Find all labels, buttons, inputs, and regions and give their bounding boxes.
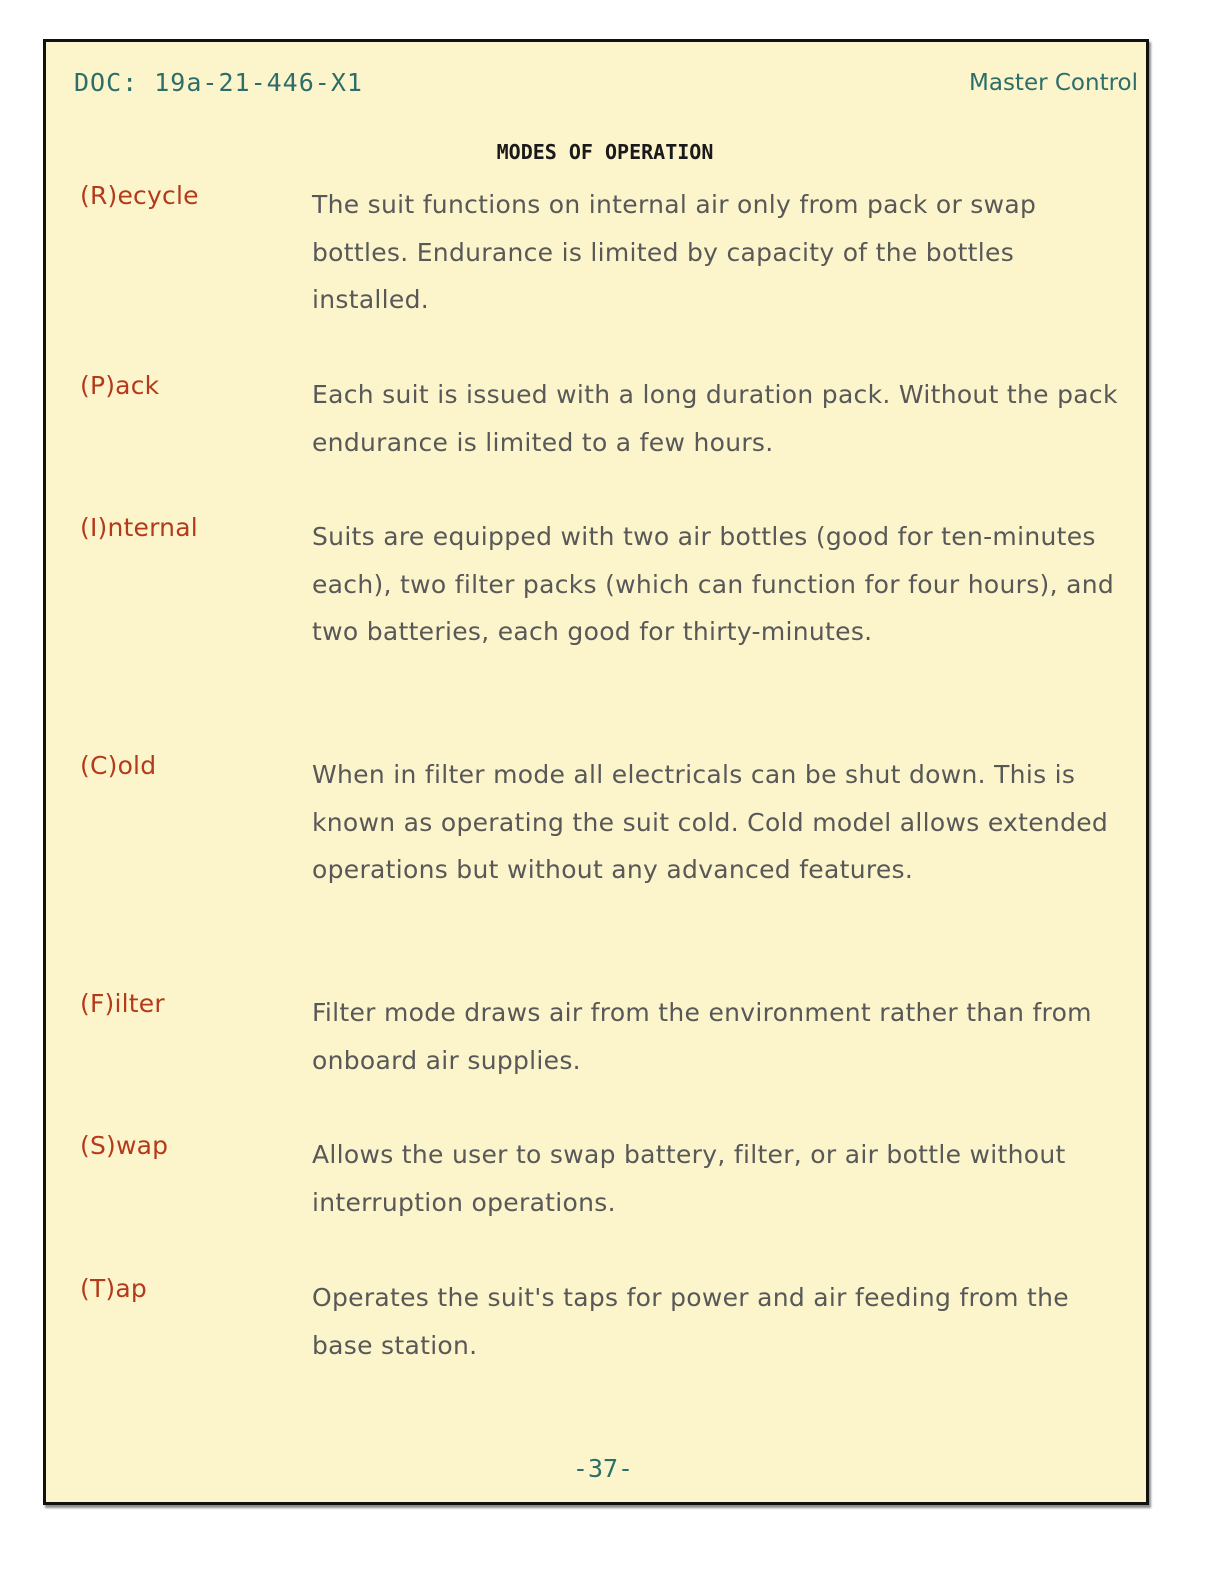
document-id: DOC: 19a-21-446-X1 [74,68,363,97]
mode-name: (I)nternal [80,513,198,542]
mode-name: (F)ilter [80,989,165,1018]
mode-name: (R)ecycle [80,181,199,210]
page-title: MODES OF OPERATION [496,140,714,164]
mode-description: The suit functions on internal air only from pack or swap bottles. Endurance is limited by capacity of the bottles installed. [312,190,1037,314]
mode-description: Operates the suit's taps for power and air feeding from the base station. [312,1283,1069,1360]
mode-name: (P)ack [80,371,160,400]
mode-description: Each suit is issued with a long duration pack. Without the pack endurance is limited to a few hours. [312,380,1118,457]
mode-description: Allows the user to swap battery, filter, or air bottle without interruption operations. [312,1140,1066,1217]
mode-name: (S)wap [80,1131,169,1160]
document-section-title: Master Control [969,70,1138,96]
mode-name: (T)ap [80,1274,147,1303]
mode-description: Filter mode draws air from the environment rather than from onboard air supplies. [312,998,1092,1075]
page-number: -37- [572,1454,634,1483]
mode-description: Suits are equipped with two air bottles (good for ten-minutes each), two filter packs (which can function for four hours), and two batteries, each good for thirty-minutes. [312,522,1115,646]
mode-name: (C)old [80,751,157,780]
document-page [43,39,1149,1505]
mode-description: When in filter mode all electricals can be shut down. This is known as operating the suit cold. Cold model allows extended operations but without any advanced features. [312,760,1109,884]
